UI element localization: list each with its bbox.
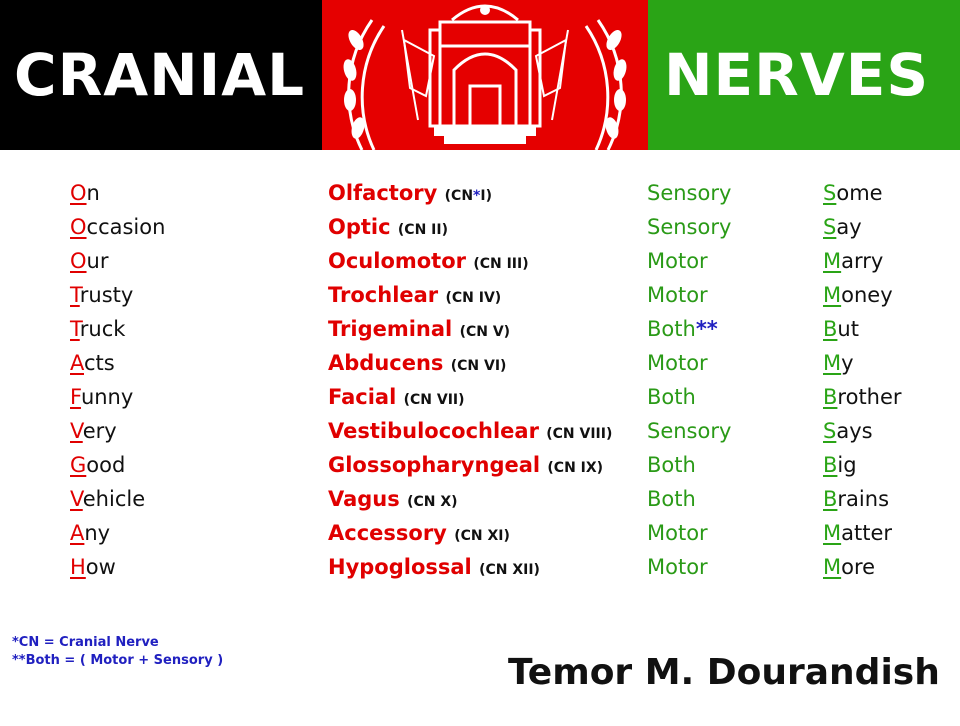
cn-prefix: (CN — [444, 188, 474, 204]
mnemonic-word — [70, 176, 100, 210]
function-label: Motor — [647, 249, 708, 273]
nerve-function — [647, 516, 708, 550]
banner-title-left: CRANIAL — [14, 41, 306, 109]
function-mnemonic-word — [823, 448, 857, 482]
cn-prefix: (CN — [547, 460, 576, 476]
table-row — [0, 176, 960, 210]
nerve-name — [328, 414, 612, 451]
function-mnemonic-word — [823, 516, 892, 550]
cn-number — [546, 426, 612, 442]
nerve-label: Hypoglossal — [328, 555, 472, 579]
nerve-function — [647, 210, 731, 244]
table-row — [0, 244, 960, 278]
cn-prefix: (CN — [403, 392, 433, 408]
function-mnemonic-word — [823, 346, 854, 380]
nerve-name — [328, 380, 465, 417]
function-mnemonic-rest: ays — [836, 419, 873, 443]
mnemonic-word — [70, 312, 125, 346]
table-row — [0, 210, 960, 244]
function-mnemonic-rest: ay — [836, 215, 862, 239]
mnemonic-rest: cts — [84, 351, 115, 375]
nerve-function — [647, 414, 731, 448]
function-mnemonic-word — [823, 176, 883, 210]
function-mnemonic-rest: atter — [841, 521, 893, 545]
cn-number — [404, 392, 465, 408]
cn-number — [547, 460, 603, 476]
nerve-function — [647, 346, 708, 380]
function-mnemonic-initial: M — [823, 521, 842, 545]
cn-roman: VI) — [484, 358, 507, 374]
function-mnemonic-rest: oney — [841, 283, 893, 307]
cn-prefix: (CN — [546, 426, 575, 442]
function-mnemonic-initial: B — [823, 317, 838, 341]
nerve-label: Olfactory — [328, 181, 438, 205]
function-label: Motor — [647, 351, 708, 375]
table-row — [0, 414, 960, 448]
function-mnemonic-initial: B — [823, 487, 838, 511]
table-row — [0, 346, 960, 380]
cn-prefix: (CN — [459, 324, 488, 340]
function-mnemonic-word — [823, 278, 893, 312]
function-mnemonic-initial: B — [823, 453, 838, 477]
nerve-label: Optic — [328, 215, 391, 239]
cn-roman: XI) — [487, 528, 510, 544]
nerve-name — [328, 550, 540, 587]
table-row — [0, 278, 960, 312]
banner-green-band — [648, 0, 960, 150]
banner-title-right: NERVES — [664, 41, 930, 109]
function-label: Both — [647, 487, 696, 511]
function-label: Motor — [647, 283, 708, 307]
function-mnemonic-initial: B — [823, 385, 838, 409]
function-mnemonic-rest: rains — [837, 487, 890, 511]
mnemonic-rest: ood — [86, 453, 126, 477]
mnemonic-initial: F — [70, 385, 81, 409]
mnemonic-initial: H — [70, 555, 86, 579]
function-mnemonic-rest: arry — [841, 249, 884, 273]
mnemonic-rest: ccasion — [86, 215, 166, 239]
mnemonic-rest: n — [86, 181, 100, 205]
nerve-function — [647, 482, 696, 516]
cn-number — [407, 494, 457, 510]
function-mnemonic-rest: ig — [837, 453, 857, 477]
cn-prefix: (CN — [473, 256, 502, 272]
author-name: Temor M. Dourandish — [508, 652, 940, 693]
nerve-name — [328, 244, 529, 281]
cn-roman: X) — [440, 494, 458, 510]
cn-prefix: (CN — [479, 562, 508, 578]
cn-number — [460, 324, 511, 340]
function-label: Motor — [647, 521, 708, 545]
function-mnemonic-rest: ome — [836, 181, 883, 205]
function-label: Sensory — [647, 419, 732, 443]
footnote-cn: *CN = Cranial Nerve — [12, 635, 159, 650]
cn-roman: VII) — [436, 392, 465, 408]
nerve-name — [328, 176, 492, 213]
mnemonic-initial: V — [70, 487, 83, 511]
nerve-function — [647, 176, 731, 210]
table-row — [0, 516, 960, 550]
cn-number — [473, 256, 528, 272]
cn-roman: IV) — [478, 290, 502, 306]
mnemonic-rest: ny — [84, 521, 111, 545]
cn-roman: XII) — [512, 562, 540, 578]
nerve-name — [328, 210, 448, 247]
nerve-name — [328, 278, 501, 315]
cn-prefix: (CN — [450, 358, 480, 374]
cn-roman: II) — [431, 222, 448, 238]
nerve-label: Abducens — [328, 351, 444, 375]
function-mnemonic-word — [823, 550, 875, 584]
function-mnemonic-word — [823, 482, 889, 516]
cn-number — [445, 188, 492, 204]
mnemonic-word — [70, 244, 108, 278]
title-banner — [0, 0, 960, 150]
mnemonic-initial: O — [70, 181, 87, 205]
cn-roman: III) — [506, 256, 529, 272]
nerve-label: Trochlear — [328, 283, 439, 307]
nerve-label: Vestibulocochlear — [328, 419, 539, 443]
table-row — [0, 312, 960, 346]
nerve-function — [647, 550, 708, 584]
cn-prefix: (CN — [407, 494, 436, 510]
mnemonic-word — [70, 448, 125, 482]
function-label: Both — [647, 453, 696, 477]
function-mnemonic-rest: rother — [837, 385, 902, 409]
mnemonic-word — [70, 210, 165, 244]
function-mnemonic-word — [823, 312, 859, 346]
banner-red-band — [322, 0, 648, 150]
mnemonic-rest: unny — [80, 385, 134, 409]
nerve-label: Glossopharyngeal — [328, 453, 541, 477]
cn-roman: VIII) — [579, 426, 613, 442]
mnemonic-word — [70, 346, 115, 380]
nerve-name — [328, 346, 506, 383]
nerve-name — [328, 516, 510, 553]
nerve-function — [647, 380, 696, 414]
cn-number — [451, 358, 507, 374]
mnemonic-word — [70, 482, 145, 516]
nerve-function — [647, 278, 708, 312]
mnemonic-rest: ow — [85, 555, 116, 579]
function-mnemonic-initial: S — [823, 181, 837, 205]
function-mnemonic-word — [823, 414, 873, 448]
mnemonic-initial: T — [70, 283, 80, 307]
table-row — [0, 448, 960, 482]
nerve-name — [328, 448, 603, 485]
mnemonic-rest: ery — [82, 419, 117, 443]
mnemonic-word — [70, 550, 116, 584]
function-mnemonic-rest: y — [841, 351, 854, 375]
table-row — [0, 482, 960, 516]
mnemonic-word — [70, 380, 133, 414]
footnote-both: **Both = ( Motor + Sensory ) — [12, 653, 224, 668]
cn-number — [398, 222, 448, 238]
mnemonic-initial: V — [70, 419, 83, 443]
afghanistan-emblem-icon — [322, 0, 648, 150]
mnemonic-rest: ehicle — [82, 487, 146, 511]
mnemonic-initial: A — [70, 351, 84, 375]
function-mnemonic-rest: ut — [837, 317, 859, 341]
cn-prefix: (CN — [397, 222, 427, 238]
nerve-function — [647, 244, 708, 278]
function-mnemonic-word — [823, 380, 902, 414]
function-mnemonic-rest: ore — [841, 555, 876, 579]
cn-roman: V) — [492, 324, 511, 340]
function-label: Both — [647, 385, 696, 409]
nerve-name — [328, 482, 458, 519]
mnemonic-word — [70, 516, 110, 550]
mnemonic-initial: O — [70, 215, 87, 239]
cn-roman: I) — [480, 188, 492, 204]
mnemonic-initial: O — [70, 249, 87, 273]
cn-number — [479, 562, 540, 578]
mnemonic-initial: T — [70, 317, 80, 341]
banner-black-band — [0, 0, 322, 150]
function-mnemonic-initial: M — [823, 283, 842, 307]
cn-prefix: (CN — [454, 528, 483, 544]
cn-roman: IX) — [580, 460, 604, 476]
nerve-label: Oculomotor — [328, 249, 467, 273]
function-mnemonic-initial: S — [823, 215, 837, 239]
table-row — [0, 380, 960, 414]
mnemonic-word — [70, 278, 133, 312]
mnemonic-rest: ruck — [79, 317, 126, 341]
nerve-label: Facial — [328, 385, 397, 409]
mnemonic-initial: A — [70, 521, 85, 545]
mnemonic-word — [70, 414, 117, 448]
nerve-name — [328, 312, 510, 349]
cn-number — [445, 290, 501, 306]
nerve-label: Accessory — [328, 521, 447, 545]
function-label: Sensory — [647, 215, 732, 239]
function-label: Both — [647, 317, 696, 341]
cn-prefix: (CN — [445, 290, 474, 306]
mnemonic-initial: G — [70, 453, 87, 477]
function-label: Sensory — [647, 181, 732, 205]
function-label: Motor — [647, 555, 708, 579]
function-mnemonic-initial: M — [823, 555, 842, 579]
footnotes — [12, 634, 223, 670]
function-mnemonic-word — [823, 210, 862, 244]
function-mnemonic-initial: M — [823, 351, 842, 375]
function-star: ** — [695, 317, 718, 341]
nerve-label: Trigeminal — [328, 317, 453, 341]
function-mnemonic-initial: M — [823, 249, 842, 273]
nerve-label: Vagus — [328, 487, 400, 511]
mnemonic-rest: ur — [86, 249, 109, 273]
nerve-function — [647, 312, 718, 346]
table-row — [0, 550, 960, 584]
cn-number — [454, 528, 510, 544]
cn-star: * — [473, 188, 481, 204]
nerve-function — [647, 448, 696, 482]
function-mnemonic-word — [823, 244, 883, 278]
mnemonic-rest: rusty — [79, 283, 134, 307]
function-mnemonic-initial: S — [823, 419, 837, 443]
